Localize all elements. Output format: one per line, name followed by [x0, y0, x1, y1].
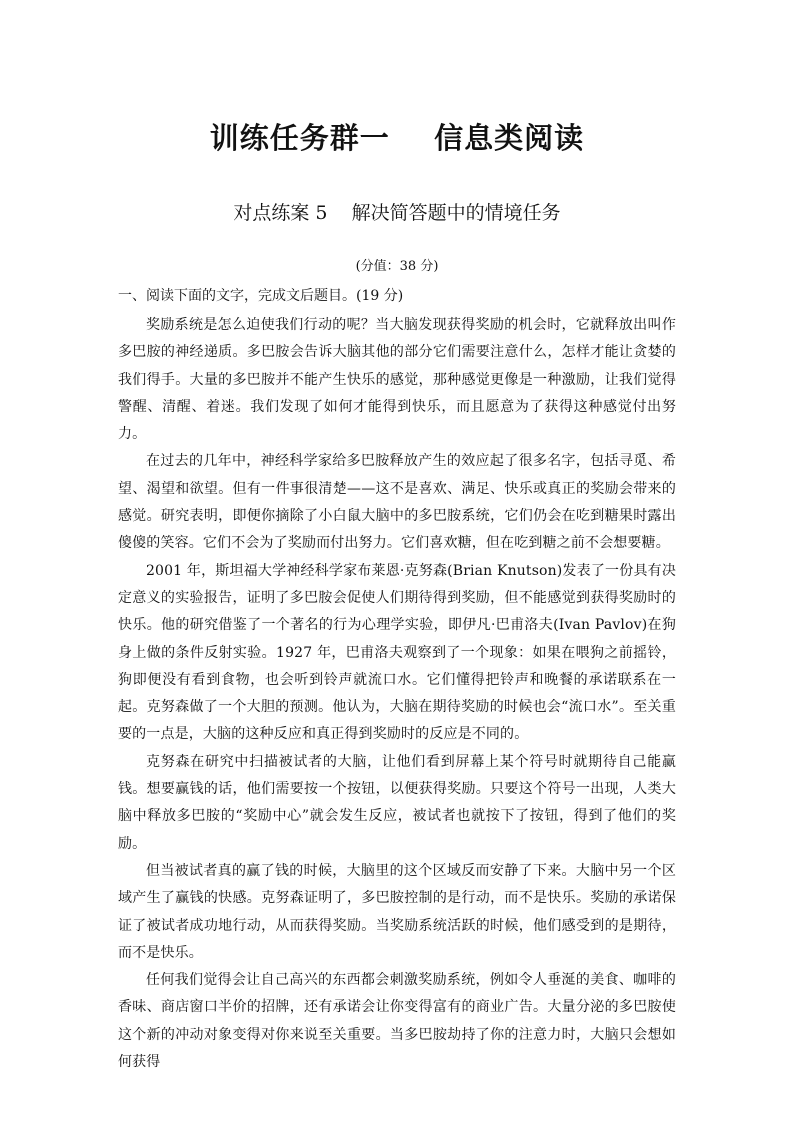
- section-heading: 一、阅读下面的文字，完成文后题目。(19 分): [118, 288, 404, 304]
- page-title: 训练任务群一 信息类阅读: [209, 121, 585, 155]
- paragraph: 任何我们觉得会让自己高兴的东西都会刺激奖励系统，例如令人垂涎的美食、咖啡的香味、商店窗口半价的招牌，还有承诺会让你变得富有的商业广告。大量分泌的多巴胺使这个新的冲动对象变得对你来说至关重要。当多巴胺劫持了你的注意力时，大脑只会想如何获得: [118, 972, 676, 1071]
- paragraph: 在过去的几年中，神经科学家给多巴胺释放产生的效应起了很多名字，包括寻觅、希望、渴望和欲望。但有一件事很清楚——这不是喜欢、满足、快乐或真正的奖励会带来的感觉。研究表明，即便你摘除了小白鼠大脑中的多巴胺系统，它们仍会在吃到糖果时露出傻傻的笑容。它们不会为了奖励而付出努力。它们喜欢糖，但在吃到糖之前不会想要糖。: [118, 453, 676, 552]
- paragraph: 但当被试者真的赢了钱的时候，大脑里的这个区域反而安静了下来。大脑中另一个区域产生了赢钱的快感。克努森证明了，多巴胺控制的是行动，而不是快乐。奖励的承诺保证了被试者成功地行动，从而获得奖励。当奖励系统活跃的时候，他们感受到的是期待，而不是快乐。: [118, 862, 676, 961]
- score-note: (分值：38 分): [355, 259, 439, 274]
- paragraph: 克努森在研究中扫描被试者的大脑，让他们看到屏幕上某个符号时就期待自己能赢钱。想要赢钱的话，他们需要按一个按钮，以便获得奖励。只要这个符号一出现，人类大脑中释放多巴胺的“奖励中心”就会发生反应，被试者也就按下了按钮，得到了他们的奖励。: [118, 753, 676, 852]
- page-subtitle: 对点练案 5 解决简答题中的情境任务: [233, 202, 561, 224]
- paragraph: 2001 年，斯坦福大学神经科学家布莱恩·克努森(Brian Knutson)发表了一份具有决定意义的实验报告，证明了多巴胺会促使人们期待得到奖励，但不能感觉到获得奖励时的快乐。他的研究借鉴了一个著名的行为心理学实验，即伊凡·巴甫洛夫(Ivan Pavlov)在狗身上做的条件反射实验。1927 年，巴甫洛夫观察到了一个现象：如果在喂狗之前摇铃，狗即便没有看到食物，也会听到铃声就流口水。它们懂得把铃声和晚餐的承诺联系在一起。克努森做了一个大胆的预测。他认为，大脑在期待奖励的时候也会“流口水”。至关重要的一点是，大脑的这种反应和真正得到奖励时的反应是不同的。: [118, 562, 676, 743]
- paragraph: 奖励系统是怎么迫使我们行动的呢？当大脑发现获得奖励的机会时，它就释放出叫作多巴胺的神经递质。多巴胺会告诉大脑其他的部分它们需要注意什么，怎样才能让贪婪的我们得手。大量的多巴胺并不能产生快乐的感觉，那种感觉更像是一种激励，让我们觉得警醒、清醒、着迷。我们发现了如何才能得到快乐，而且愿意为了获得这种感觉付出努力。: [118, 317, 676, 443]
- passage-body: [118, 312, 676, 1076]
